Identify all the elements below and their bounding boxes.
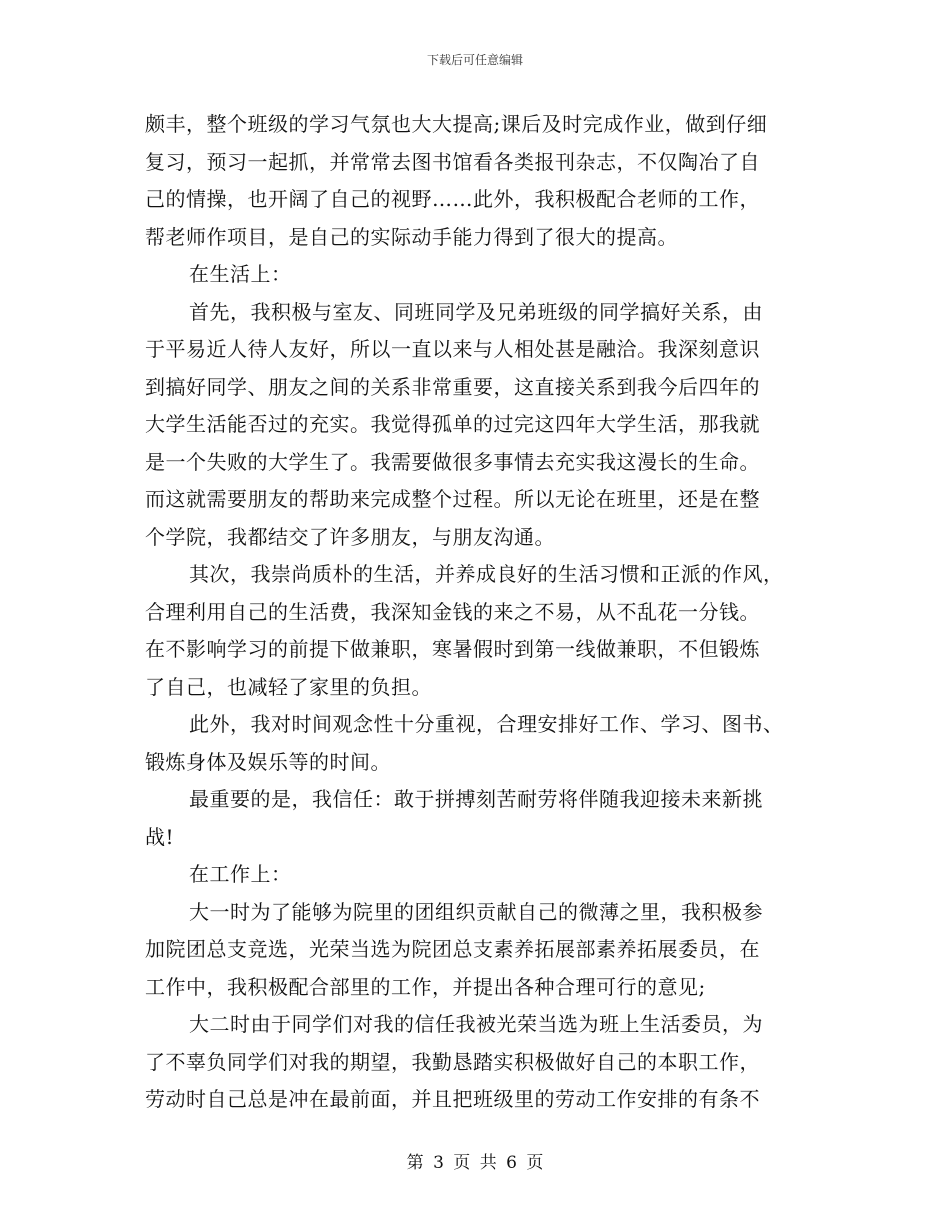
text-line: 在生活上：	[189, 262, 292, 286]
text-line: 大一时为了能够为院里的团组织贡献自己的微薄之里，我积极参	[189, 899, 763, 924]
text-line: 在不影响学习的前提下做兼职，寒暑假时到第一线做兼职，不但锻炼	[145, 637, 760, 661]
text-line: 加院团总支竞选，光荣当选为院团总支素养拓展部素养拓展委员，在	[145, 937, 760, 961]
text-line: 大学生活能否过的充实。我觉得孤单的过完这四年大学生活，那我就	[145, 412, 760, 436]
text-line: 战!	[145, 824, 175, 849]
document-body	[145, 106, 805, 1119]
text-line: 了不辜负同学们对我的期望，我勤恳踏实积极做好自己的本职工作，	[145, 1049, 760, 1074]
text-line: 大二时由于同学们对我的信任我被光荣当选为班上生活委员，为	[189, 1012, 763, 1036]
text-line: 己的情操，也开阔了自己的视野……此外，我积极配合老师的工作，	[145, 187, 760, 211]
text-line: 合理利用自己的生活费，我深知金钱的来之不易，从不乱花一分钱。	[145, 599, 760, 624]
text-line: 到搞好同学、朋友之间的关系非常重要，这直接关系到我今后四年的	[145, 374, 760, 399]
text-line: 此外，我对时间观念性十分重视，合理安排好工作、学习、图书、	[189, 712, 784, 736]
text-line: 于平易近人待人友好，所以一直以来与人相处甚是融洽。我深刻意识	[145, 337, 760, 361]
text-line: 工作中，我积极配合部里的工作，并提出各种合理可行的意见;	[145, 974, 706, 999]
text-line: 劳动时自己总是冲在最前面，并且把班级里的劳动工作安排的有条不	[145, 1087, 760, 1111]
page-number-footer: 第 3 页 共 6 页	[406, 1153, 544, 1173]
text-line: 锻炼身体及娱乐等的时间。	[145, 749, 391, 774]
text-line: 个学院，我都结交了许多朋友，与朋友沟通。	[145, 524, 555, 549]
text-line: 颇丰，整个班级的学习气氛也大大提高;课后及时完成作业，做到仔细	[145, 112, 768, 136]
text-line: 其次，我崇尚质朴的生活，并养成良好的生活习惯和正派的作风，	[189, 562, 784, 586]
text-line: 是一个失败的大学生了。我需要做很多事情去充实我这漫长的生命。	[145, 449, 760, 474]
page-header: 下载后可任意编辑	[426, 53, 523, 67]
text-line: 在工作上：	[189, 862, 292, 886]
text-line: 而这就需要朋友的帮助来完成整个过程。所以无论在班里，还是在整	[145, 487, 760, 511]
text-line: 了自己，也减轻了家里的负担。	[145, 674, 432, 699]
text-line: 复习，预习一起抓，并常常去图书馆看各类报刊杂志，不仅陶冶了自	[145, 149, 760, 174]
text-line: 帮老师作项目，是自己的实际动手能力得到了很大的提高。	[145, 224, 678, 249]
text-line: 最重要的是，我信任：敢于拼搏刻苦耐劳将伴随我迎接未来新挑	[189, 787, 763, 811]
text-line: 首先，我积极与室友、同班同学及兄弟班级的同学搞好关系，由	[189, 299, 763, 324]
